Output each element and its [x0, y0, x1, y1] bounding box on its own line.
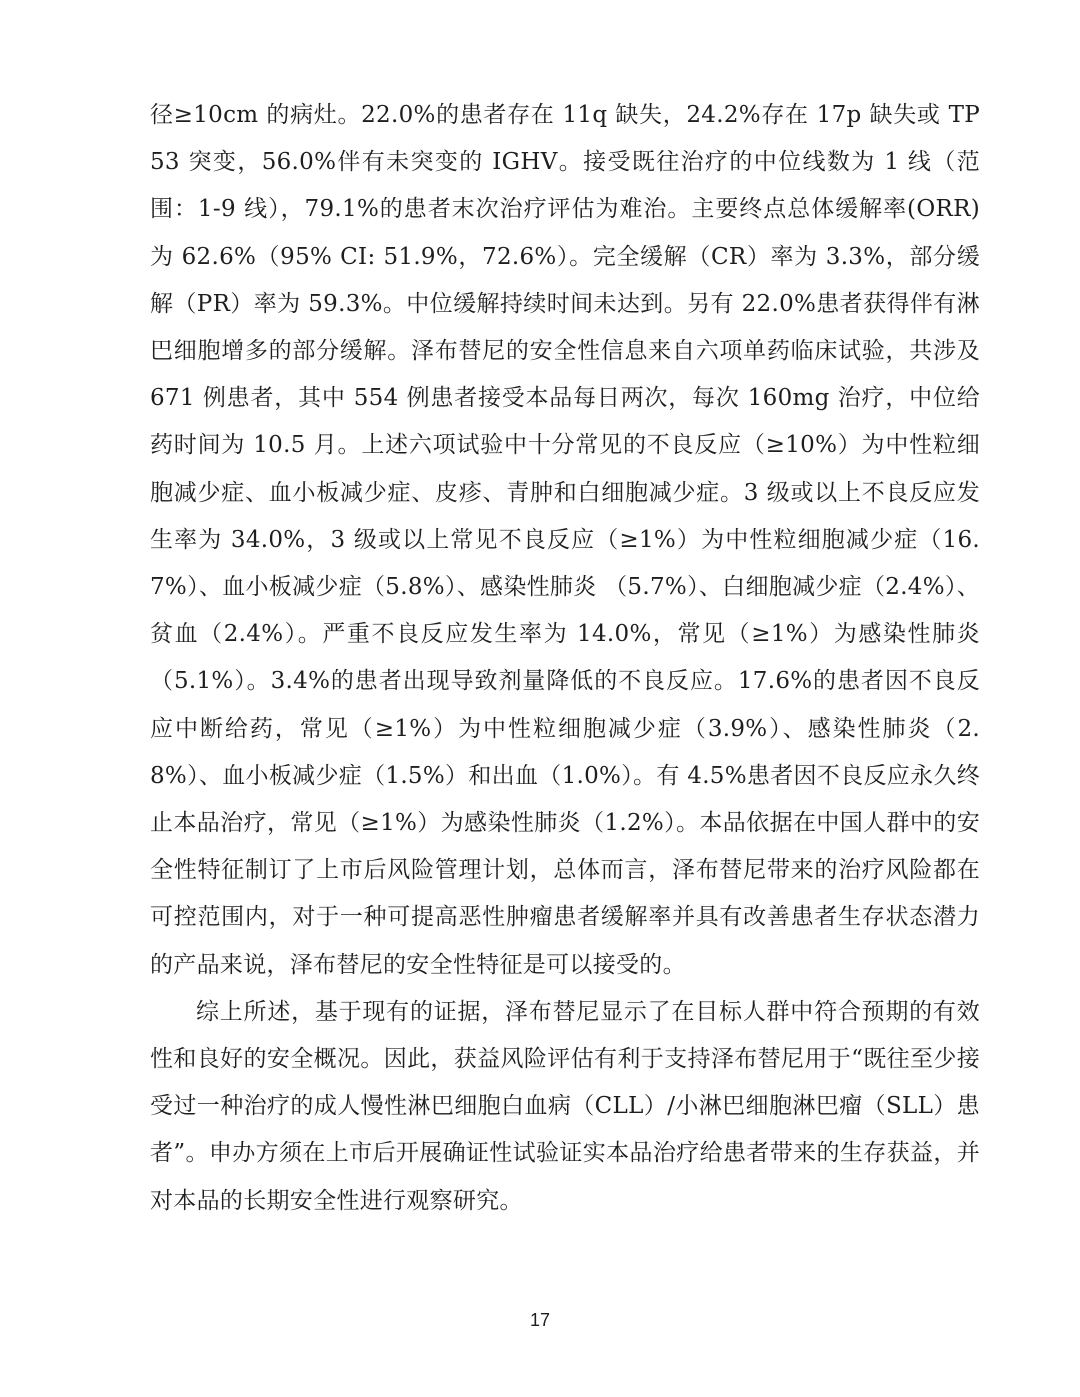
paragraph-safety-summary: 径≥10cm 的病灶。22.0%的患者存在 11q 缺失，24.2%存在 17p 缺失或 TP53 突变，56.0%伴有未突变的 IGHV。接受既往治疗的中位线数为 1 线（范围：1-9 线），79.1%的患者末次治疗评估为难治。主要终点总体缓解率(ORR)为 62.6%（95% CI: 51.9%，72.6%）。完全缓解（CR）率为 3.3%，部分缓解（PR）率为 59.3%。中位缓解持续时间未达到。另有 22.0%患者获得伴有淋巴细胞增多的部分缓解。泽布替尼的安全性信息来自六项单药临床试验，共涉及 671 例患者，其中 554 例患者接受本品每日两次，每次 160mg 治疗，中位给药时间为 10.5 月。上述六项试验中十分常见的不良反应（≥10%）为中性粒细胞减少症、血小板减少症、皮疹、青肿和白细胞减少症。3 级或以上不良反应发生率为 34.0%，3 级或以上常见不良反应（≥1%）为中性粒细胞减少症（16.7%）、血小板减少症（5.8%）、感染性肺炎 （5.7%）、白细胞减少症（2.4%）、贫血（2.4%）。严重不良反应发生率为 14.0%，常见（≥1%）为感染性肺炎（5.1%）。3.4%的患者出现导致剂量降低的不良反应。17.6%的患者因不良反应中断给药，常见（≥1%）为中性粒细胞减少症（3.9%）、感染性肺炎（2.8%）、血小板减少症（1.5%）和出血（1.0%）。有 4.5%患者因不良反应永久终止本品治疗，常见（≥1%）为感染性肺炎（1.2%）。本品依据在中国人群中的安全性特征制订了上市后风险管理计划，总体而言，泽布替尼带来的治疗风险都在可控范围内，对于一种可提高恶性肿瘤患者缓解率并具有改善患者生存状态潜力的产品来说，泽布替尼的安全性特征是可以接受的。	[150, 102, 980, 978]
page-number: 17	[529, 1310, 551, 1330]
paragraph-conclusion: 综上所述，基于现有的证据，泽布替尼显示了在目标人群中符合预期的有效性和良好的安全概况。因此，获益风险评估有利于支持泽布替尼用于“既往至少接受过一种治疗的成人慢性淋巴细胞白血病（CLL）/小淋巴细胞淋巴瘤（SLL）患者”。申办方须在上市后开展确证性试验证实本品治疗给患者带来的生存获益，并对本品的长期安全性进行观察研究。	[150, 998, 980, 1214]
body-text	[150, 92, 980, 1225]
